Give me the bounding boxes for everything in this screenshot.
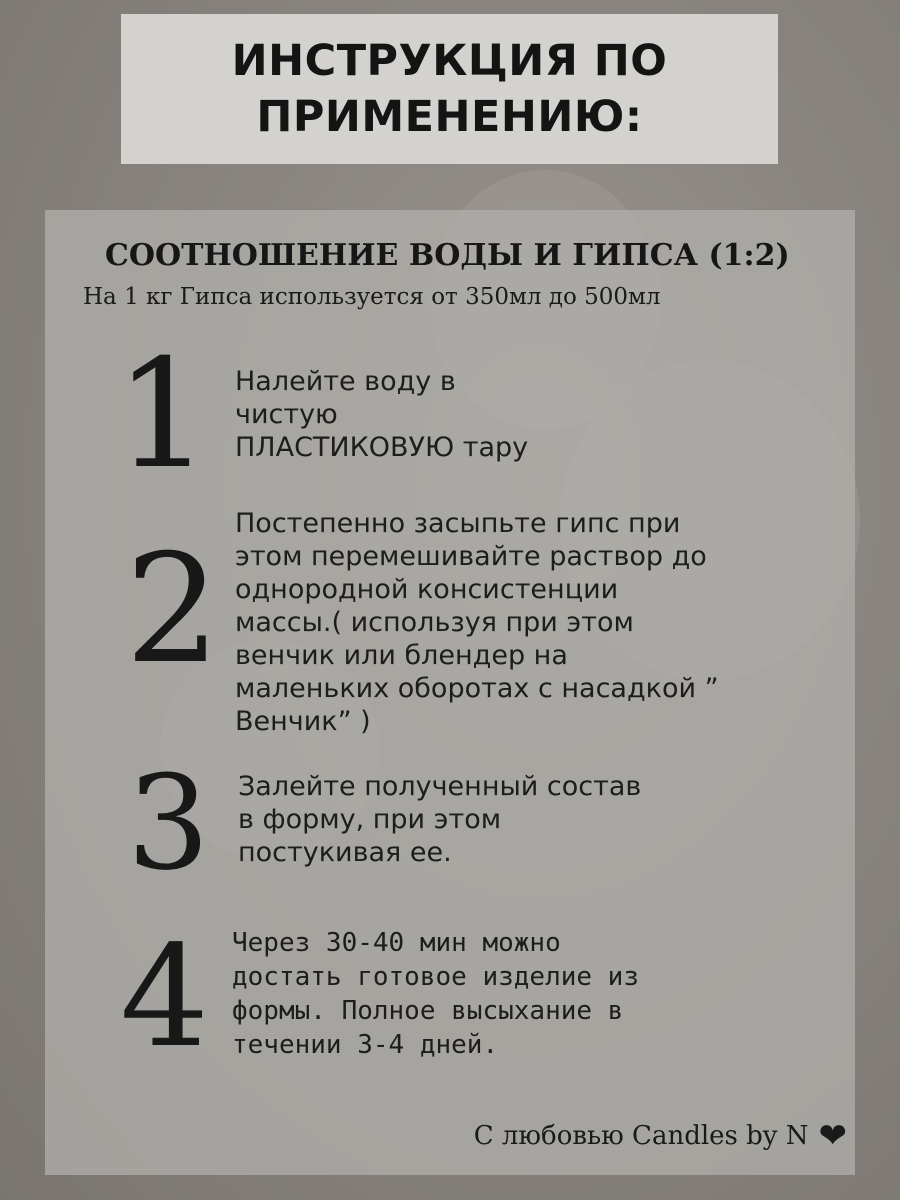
- step-number-1: 1: [115, 328, 211, 502]
- step-number-4: 4: [120, 916, 210, 1079]
- header-box: [121, 14, 778, 164]
- page-title: ИНСТРУКЦИЯ ПО ПРИМЕНЕНИЮ:: [231, 36, 668, 142]
- instructions-panel: [45, 210, 855, 1175]
- step-text-3: Залейте полученный состав в форму, при этом постукивая ее.: [238, 771, 642, 868]
- heart-icon: ❤: [818, 1116, 847, 1156]
- ratio-note: На 1 кг Гипса используется от 350мл до 500мл: [83, 284, 661, 310]
- step-text-4: Через 30-40 мин можно достать готовое изделие из формы. Полное высыхание в течении 3-4 дней.: [232, 928, 639, 1060]
- step-text-1: Налейте воду в чистую ПЛАСТИКОВУЮ тару: [235, 366, 529, 463]
- ratio-heading: СООТНОШЕНИЕ ВОДЫ И ГИПСА (1:2): [105, 238, 790, 273]
- step-number-2: 2: [125, 523, 221, 697]
- signature: [473, 1116, 847, 1156]
- step-number-3: 3: [127, 747, 210, 899]
- step-text-2: Постепенно засыпьте гипс при этом перемешивайте раствор до однородной консистенции массы.( используя при этом венчик или блендер на маленьких оборотах с насадкой ” Венчик” ): [235, 508, 719, 737]
- signature-text: С любовью Candles by N: [473, 1121, 809, 1151]
